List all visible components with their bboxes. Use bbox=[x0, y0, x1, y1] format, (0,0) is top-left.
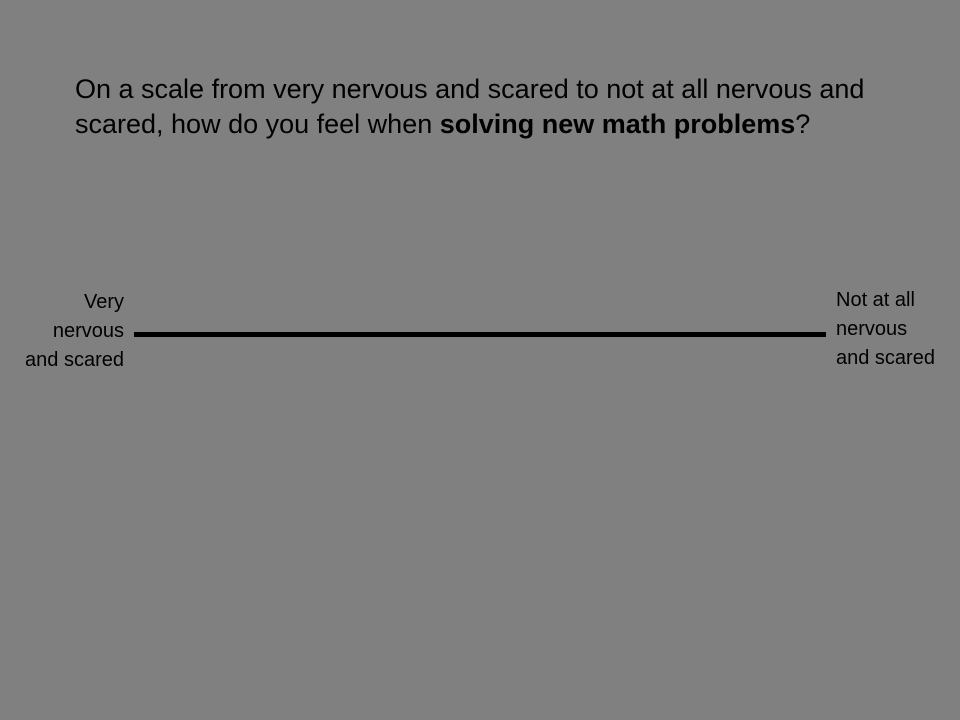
scale-right-label-line-3: and scared bbox=[836, 347, 935, 369]
question-text bbox=[75, 72, 915, 142]
question-suffix: ? bbox=[795, 109, 811, 139]
scale-left-label bbox=[10, 288, 124, 375]
scale-right-label bbox=[836, 286, 956, 373]
question-emphasis: solving new math problems bbox=[439, 109, 796, 139]
scale-left-label-line-1: Very bbox=[83, 291, 124, 313]
scale-right-label-line-2: nervous bbox=[836, 318, 908, 340]
rating-scale-track[interactable] bbox=[134, 332, 826, 337]
scale-left-label-line-3: and scared bbox=[25, 349, 124, 371]
scale-right-label-line-1: Not at all bbox=[836, 289, 915, 311]
scale-left-label-line-2: nervous bbox=[52, 320, 124, 342]
question-prefix: On a scale from very nervous and scared to not at all nervous and scared, how do you feel when bbox=[75, 74, 865, 139]
